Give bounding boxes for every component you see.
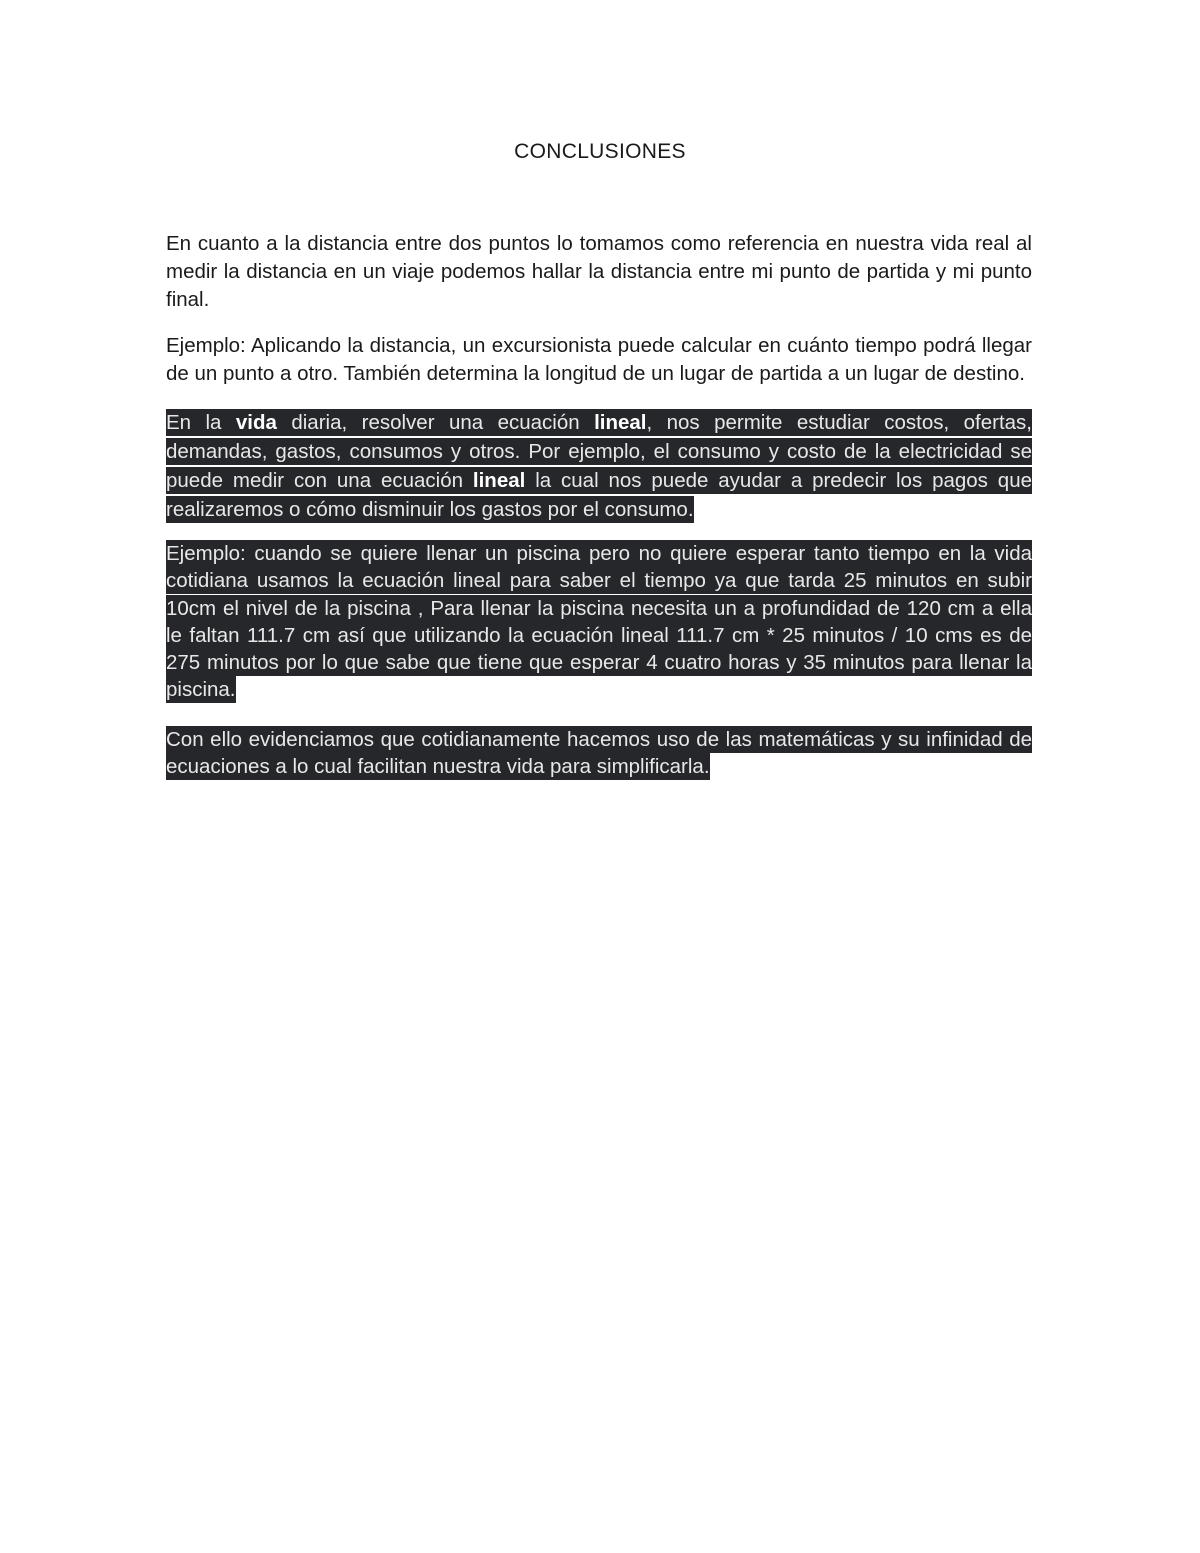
highlighted-text: [166, 409, 1032, 523]
text-run: diaria, resolver una ecuación: [276, 411, 595, 434]
highlighted-text: Con ello evidenciamos que cotidianamente hacemos uso de las matemáticas y su infinidad de ecuaciones a lo cual facilitan nuestra vida para simplificarla.: [166, 727, 1032, 778]
document-body: [166, 230, 1032, 796]
text-run: la cual nos puede ayudar a predecir los pagos que realizaremos o cómo disminuir los gastos por el consumo.: [166, 469, 1032, 521]
highlighted-text: Ejemplo: cuando se quiere llenar un piscina pero no quiere esperar tanto tiempo en la vida cotidiana usamos la ecuación lineal para saber el tiempo ya que tarda 25 minutos en subir 10cm el nivel de la piscina , Para llenar la piscina necesita un a profundidad de 120 cm a ella le faltan 111.7 cm así que utilizando la ecuación lineal 111.7 cm * 25 minutos / 10 cms es de 275 minutos por lo que sabe que tiene que esperar 4 cuatro horas y 35 minutos para llenar la piscina.: [166, 542, 1032, 702]
text-run: En la: [166, 411, 236, 434]
paragraph-conclusion-highlighted: [166, 726, 1032, 780]
text-run: , nos permite estudiar costos, ofertas, demandas, gastos, consumos y otros. Por ejemplo, el consumo y costo de la electricidad se puede medir con una ecuación: [166, 411, 1032, 492]
paragraph-distance-intro: En cuanto a la distancia entre dos puntos lo tomamos como referencia en nuestra vida real al medir la distancia en un viaje podemos hallar la distancia entre mi punto de partida y mi punto final.: [166, 232, 1032, 311]
paragraph-pool-example-highlighted: [166, 540, 1032, 704]
paragraph-linear-equation-highlighted: [166, 408, 1032, 524]
paragraph-distance-example: Ejemplo: Aplicando la distancia, un excursionista puede calcular en cuánto tiempo podrá llegar de un punto a otro. También determina la longitud de un lugar de partida a un lugar de destino.: [166, 334, 1032, 385]
page-title: CONCLUSIONES: [514, 140, 686, 163]
bold-word-lineal: lineal: [594, 411, 647, 434]
bold-word-lineal: lineal: [472, 469, 526, 492]
bold-word-vida: vida: [235, 411, 277, 434]
